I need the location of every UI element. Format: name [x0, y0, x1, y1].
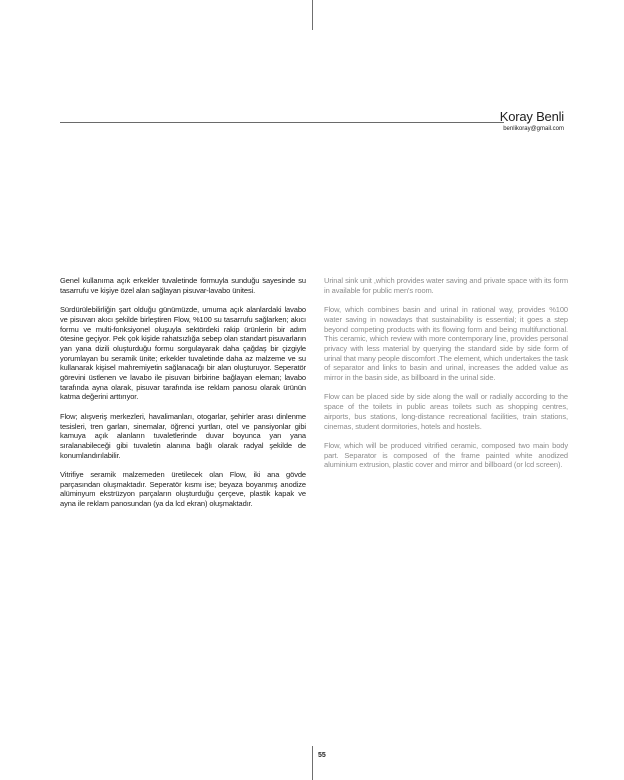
author-email: benlikoray@gmail.com	[503, 126, 564, 132]
right-paragraph-3: Flow can be placed side by side along the wall or radially according to the space of the toilets in public areas toilets such as shopping centres, airports, bus stations, long-distance recreational facilities, train stations, cinemas, student dormitories, hotels and hostels.	[324, 392, 568, 431]
left-paragraph-3: Flow; alışveriş merkezleri, havalimanları, otogarlar, şehirler arası dinlenme tesisleri, tren garları, sinemalar, öğrenci yurtları, otel ve pansiyonlar gibi kamuya açık alanların tuvaletlerinde duvar boyunca yan yana sıralanabileceği gibi tuvaletin alanına bağlı olarak radyal şekilde de konumlandırılabilir.	[60, 411, 306, 460]
page-fold-line-bottom	[312, 746, 313, 780]
author-name: Koray Benli	[499, 109, 564, 124]
left-paragraph-4: Vitrifiye seramik malzemeden üretilecek olan Flow, iki ana gövde parçasından oluşmaktadır. Seperatör kısmı ise; beyaza boyanmış anodize alüminyum ekstrüzyon parçaların oluşturduğu çerçeve, plastik kapak ve ayna ile reklam panosundan (ya da lcd ekran) oluşmaktadır.	[60, 470, 306, 509]
right-paragraph-4: Flow, which will be produced vitrified ceramic, composed two main body part. Separator is composed of the frame painted white anodized aluminium extrusion, plastic cover and mirror and billboard (or lcd screen).	[324, 440, 568, 470]
page-number: 55	[318, 752, 326, 759]
right-paragraph-2: Flow, which combines basin and urinal in rational way, provides %100 water saving in nowadays that sustainability is essential; it goes a step beyond competing products with its flowing form and being multifunctional. This ceramic, which review with more contemporary line, provides personal privacy with less material by querying the standard side by side form of urinal that many people discomfort .The element, which undertakes the task of separator and links to basin and urinal, increases the added value as mirror in the basin side, as billboard in the urinal side.	[324, 305, 568, 383]
english-text-column	[324, 276, 568, 480]
right-paragraph-1: Urinal sink unit ,which provides water saving and private space with its form in available for public men's room.	[324, 276, 568, 295]
left-paragraph-1: Genel kullanıma açık erkekler tuvaletinde formuyla sunduğu sayesinde su tasarrufu ve kişiye özel alan sağlayan pisuvar-lavabo ünitesi.	[60, 276, 306, 295]
header-rule	[60, 122, 504, 123]
author-block	[500, 110, 564, 133]
turkish-text-column	[60, 276, 306, 519]
left-paragraph-2: Sürdürülebilirliğin şart olduğu günümüzde, umuma açık alanlardaki lavabo ve pisuvarı akıcı şekilde birleştiren Flow, %100 su tasarrufu sağlarken; akıcı formu ve multi-fonksiyonel oluşuyla sektördeki rakip ürünlerin bir adım ötesine geçiyor. Pek çok kişide rahatsızlığa sebep olan standart pisuvarların yan yana dizili oluşturduğu formu sorgulayarak daha çağdaş bir çizgiyle yorumlayan bu seramik ünite; erkekler tuvaletinde daha az malzeme ve su kullanarak kişisel mahremiyetin sağlanacağı bir alan oluşturuyor. Seperatör görevini üstlenen ve lavabo ile pisuvarı birbirine bağlayan eleman; lavabo tarafında ayna olarak, pisuvar tarafında ise reklam panosu olarak ürünün katma değerini arttırıyor.	[60, 305, 306, 402]
page-fold-line-top	[312, 0, 313, 30]
